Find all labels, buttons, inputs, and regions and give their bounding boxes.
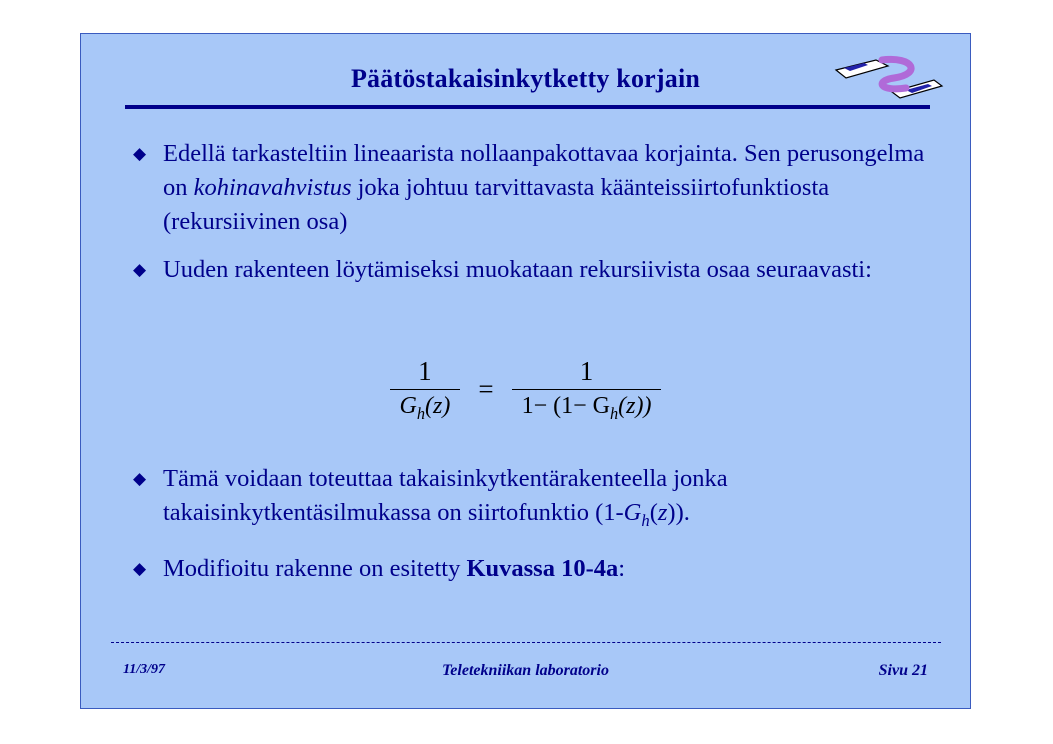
bullet-marker-icon: ◆ xyxy=(133,558,147,578)
denominator: $G_h(z)$ xyxy=(390,389,461,424)
bullet-list-top xyxy=(129,137,929,301)
denominator: $1- (1- G_h(z))$ xyxy=(512,389,662,424)
footer-date: 11/3/97 xyxy=(123,662,166,677)
footer xyxy=(81,662,970,686)
bullet-text: Tämä voidaan toteuttaa takaisinkytkentärakenteella jonka takaisinkytkentäsilmukassa on siirtofunktio $(1-G_h(z))$. xyxy=(163,465,728,530)
numerator: 1 xyxy=(579,356,594,386)
title-divider xyxy=(125,105,930,109)
footer-page-number: Sivu 21 xyxy=(878,662,928,679)
slide-canvas xyxy=(80,33,971,709)
list-item xyxy=(129,137,929,239)
equation-block xyxy=(81,356,970,424)
fraction-left xyxy=(390,356,461,424)
bullet-list-bottom xyxy=(129,462,939,600)
equals-sign: = xyxy=(478,374,494,405)
bullet-marker-icon: ◆ xyxy=(133,260,147,279)
page-title: Päätöstakaisinkytketty korjain xyxy=(350,64,701,93)
bullet-text: Uuden rakenteen löytämiseksi muokataan rekursiivista osaa seuraavasti: xyxy=(163,256,872,283)
list-item xyxy=(129,552,939,586)
footer-organization: Teletekniikan laboratorio xyxy=(442,662,609,679)
bullet-marker-icon: ◆ xyxy=(133,144,147,163)
bullet-marker-icon: ◆ xyxy=(133,469,147,488)
emphasis-text: kohinavahvistus xyxy=(193,174,352,201)
bullet-text: Edellä tarkasteltiin lineaarista nollaanpakottavaa korjainta. Sen perusongelma on kohinavahvistus joka johtuu tarvittavasta käänteissiirtofunktiosta (rekursiivinen osa) xyxy=(163,140,925,235)
company-logo xyxy=(830,52,948,100)
fraction-right xyxy=(512,356,662,424)
numerator: 1 xyxy=(418,356,432,386)
list-item xyxy=(129,253,929,287)
bullet-text: Modifioitu rakenne on esitetty Kuvassa 10-4a: xyxy=(163,554,626,582)
footer-divider xyxy=(111,642,941,643)
figure-reference: Kuvassa 10-4a xyxy=(466,554,619,582)
list-item xyxy=(129,462,939,538)
